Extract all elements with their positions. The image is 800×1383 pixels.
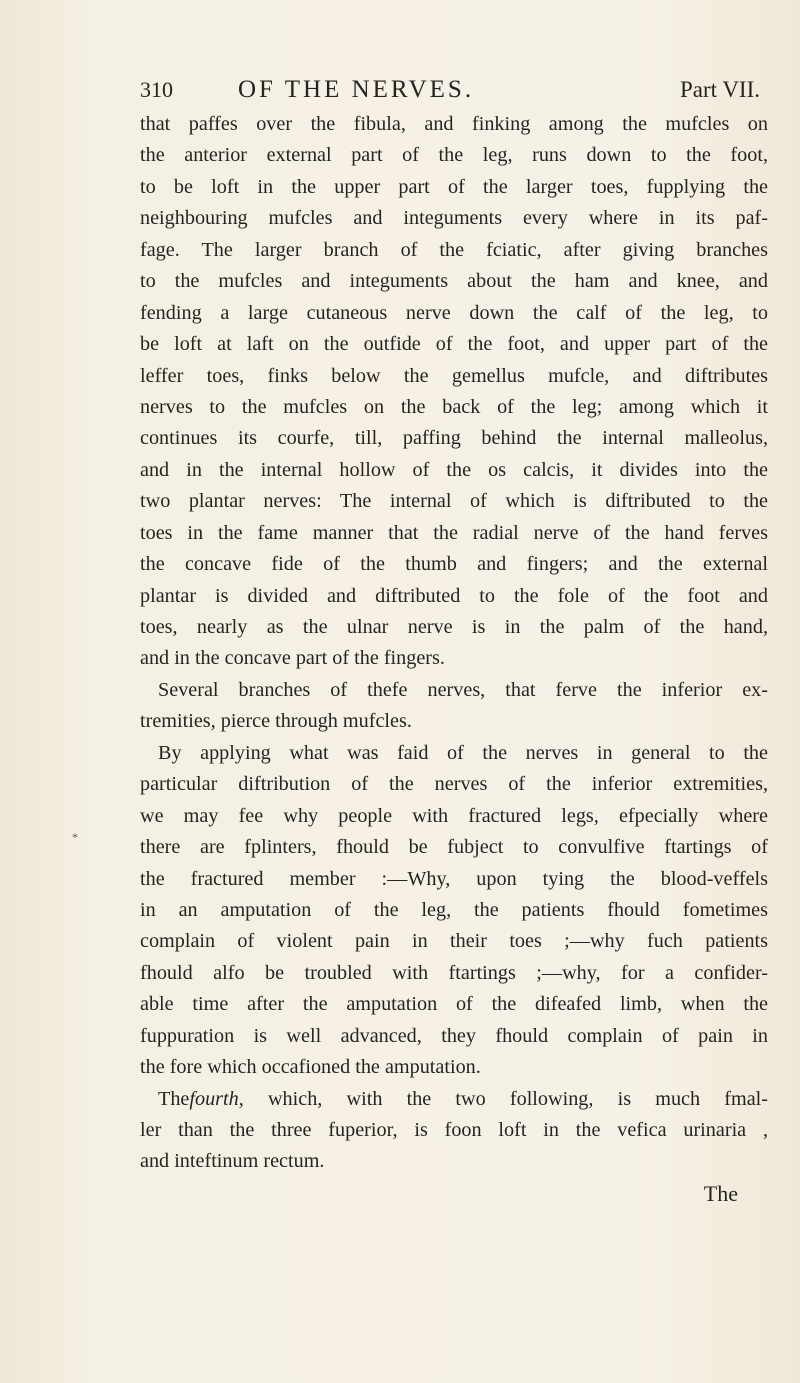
chapter-title: OF THE NERVES. — [238, 76, 475, 103]
text-line: two plantar nerves: The internal of which is diftributed to the — [140, 490, 768, 513]
text-line: By applying what was faid of the nerves in general to the — [158, 741, 768, 764]
text-line: the anterior external part of the leg, runs down to the foot, — [140, 144, 768, 167]
text-line: the concave fide of the thumb and fingers; and the external — [140, 553, 768, 576]
text-line: and in the concave part of the fingers. — [140, 647, 445, 670]
page-number: 310 — [140, 77, 173, 102]
text-line: that paffes over the fibula, and finking among the mufcles on — [140, 113, 768, 135]
text-line: toes, nearly as the ulnar nerve is in the palm of the hand, — [140, 616, 768, 638]
text-line: fuppuration is well advanced, they fhould complain of pain in — [140, 1024, 768, 1047]
catchword-line — [140, 1178, 768, 1209]
text-line: complain of violent pain in their toes ;—why fuch patients — [140, 930, 768, 953]
part-label: Part VII. — [679, 77, 760, 102]
text-line: ler than the three fuperior, is foon loft in the vefica urinaria , — [140, 1119, 768, 1141]
text-line: tremities, pierce through mufcles. — [140, 710, 412, 733]
text-line: to the mufcles and integuments about the ham and knee, and — [140, 270, 768, 293]
text-line: fending a large cutaneous nerve down the calf of the leg, to — [140, 301, 768, 324]
text-line-fourth — [140, 1084, 768, 1115]
text-line: continues its courfe, till, paffing behind the internal malleolus, — [140, 427, 768, 450]
text-line: particular diftribution of the nerves of the inferior extremities, — [140, 773, 768, 796]
text-line: in an amputation of the leg, the patients fhould fometimes — [140, 898, 768, 921]
text-line: toes in the fame manner that the radial nerve of the hand ferves — [140, 521, 768, 544]
text-line: to be loft in the upper part of the larger toes, fupplying the — [140, 175, 768, 198]
text-line: and inteftinum rectum. — [140, 1150, 325, 1173]
text-line: there are fplinters, fhould be fubject to convulfive ftartings of — [140, 836, 768, 859]
para-lead-rest: which, with the two following, is much fmal- — [243, 1087, 768, 1110]
text-line: fhould alfo be troubled with ftartings ;—why, for a confider- — [140, 961, 768, 984]
text-line: fage. The larger branch of the fciatic, after giving branches — [140, 238, 768, 261]
text-line: leffer toes, finks below the gemellus mufcle, and diftributes — [140, 364, 768, 387]
text-line: we may fee why people with fractured legs, efpecially where — [140, 804, 768, 827]
text-line: the fractured member :—Why, upon tying the blood-veffels — [140, 867, 768, 890]
text-line: able time after the amputation of the difeafed limb, when the — [140, 993, 768, 1016]
para-lead: The — [158, 1087, 190, 1110]
running-head — [140, 70, 760, 110]
text-line: plantar is divided and diftributed to the fole of the foot and — [140, 584, 768, 607]
text-line: Several branches of thefe nerves, that ferve the inferior ex- — [158, 678, 768, 701]
text-line: nerves to the mufcles on the back of the leg; among which it — [140, 395, 768, 418]
text-line: be loft at laft on the outfide of the foot, and upper part of the — [140, 333, 768, 356]
margin-mark: * — [72, 830, 78, 844]
catchword: The — [703, 1180, 738, 1206]
text-line: and in the internal hollow of the os calcis, it divides into the — [140, 458, 768, 481]
body-text — [140, 109, 768, 1209]
text-line: the fore which occafioned the amputation. — [140, 1056, 481, 1079]
text-line: neighbouring mufcles and integuments every where in its paf- — [140, 207, 768, 230]
para-lead-italic: fourth, — [189, 1087, 244, 1110]
